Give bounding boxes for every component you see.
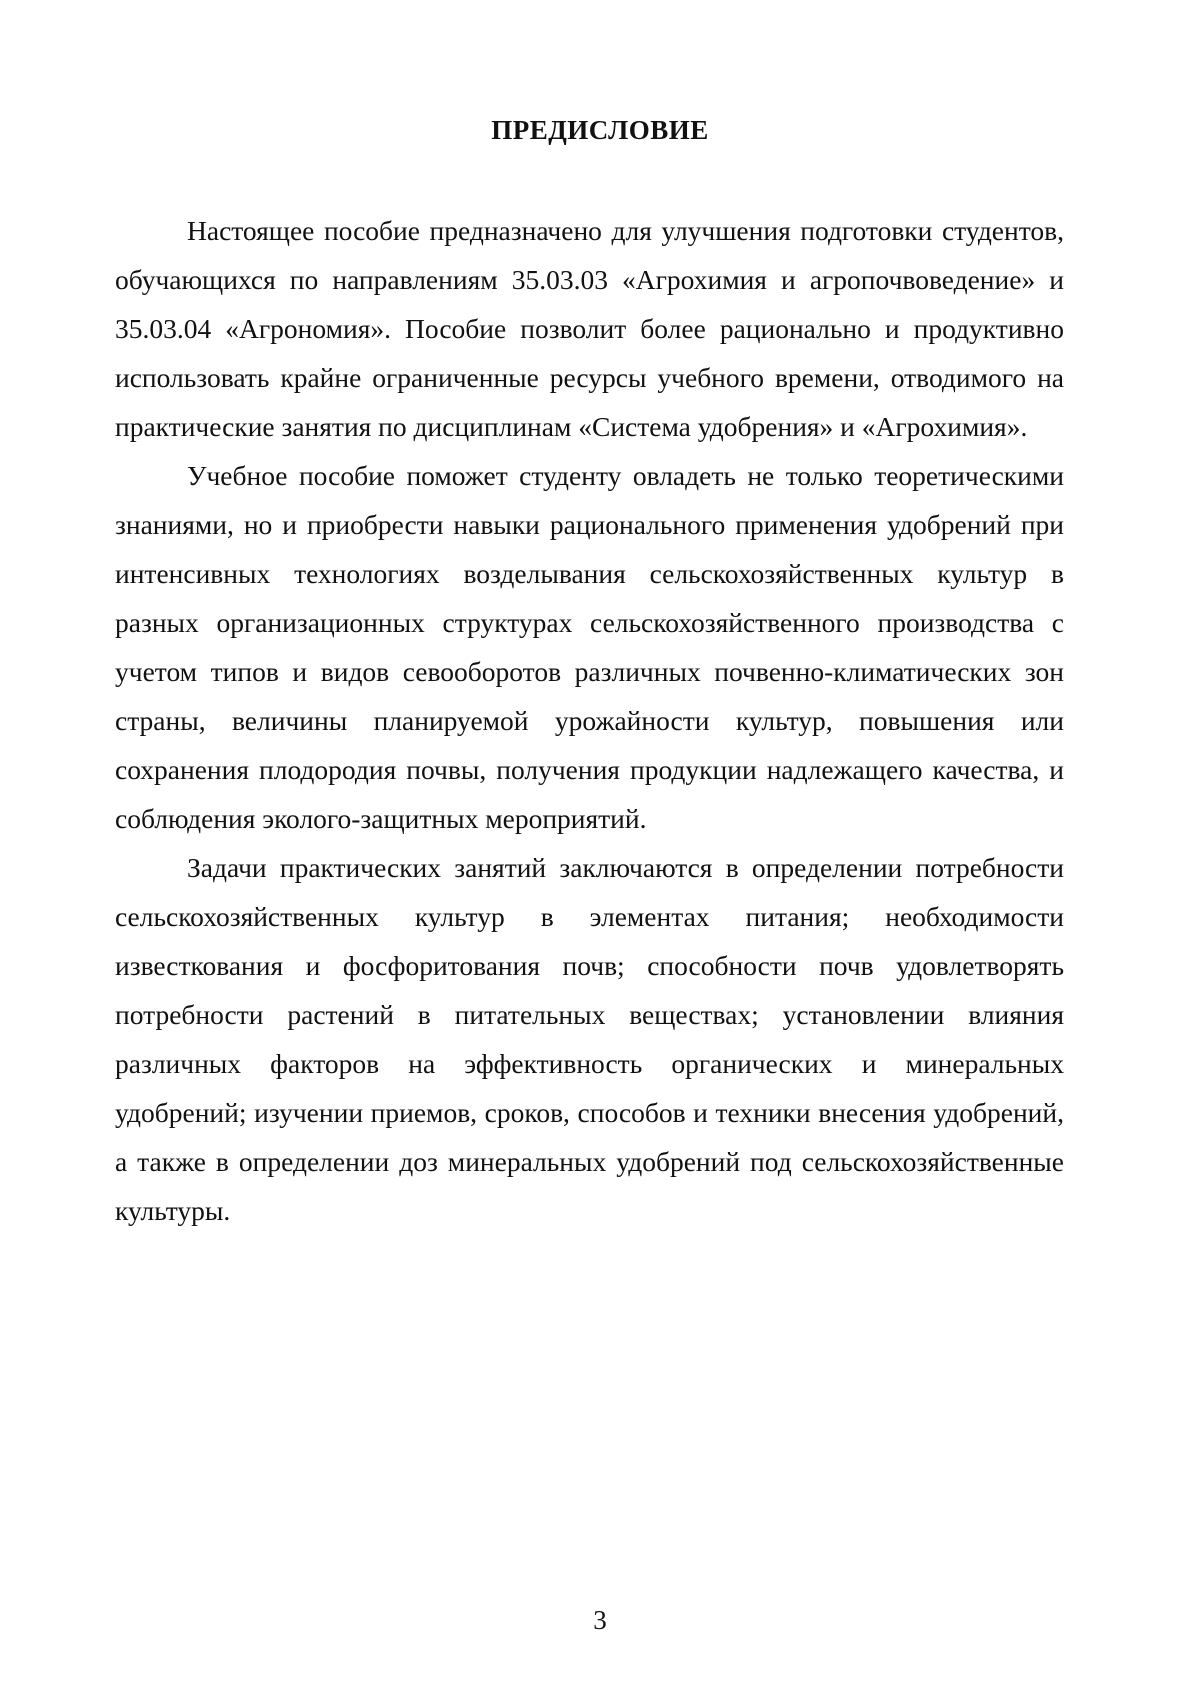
body-text: [115, 206, 1064, 1235]
paragraph-1: Настоящее пособие предназначено для улучшения подготовки студентов, обучающихся по направлениям 35.03.03 «Агрохимия и агропочвоведение» и 35.03.04 «Агрономия». Пособие позволит более рационально и продуктивно использовать крайне ограниченные ресурсы учебного времени, отводимого на практические занятия по дисциплинам «Система удобрения» и «Агрохимия».: [115, 215, 1064, 442]
paragraph-2: Учебное пособие поможет студенту овладеть не только теоретическими знаниями, но и приобрести навыки рационального применения удобрений при интенсивных технологиях возделывания сельскохозяйственных культур в разных организационных структурах сельскохозяйственного производства с учетом типов и видов севооборотов различных почвенно-климатических зон страны, величины планируемой урожайности культур, повышения или сохранения плодородия почвы, получения продукции надлежащего качества, и соблюдения эколого-защитных мероприятий.: [115, 460, 1064, 834]
page-number: 3: [593, 1605, 607, 1635]
paragraph-3: Задачи практических занятий заключаются в определении потребности сельскохозяйственных культур в элементах питания; необходимости известкования и фосфоритования почв; способности почв удовлетворять потребности растений в питательных веществах; установлении влияния различных факторов на эффективность органических и минеральных удобрений; изучении приемов, сроков, способов и техники внесения удобрений, а также в определении доз минеральных удобрений под сельскохозяйственные культуры.: [115, 852, 1064, 1226]
page-title: ПРЕДИСЛОВИЕ: [491, 115, 709, 145]
